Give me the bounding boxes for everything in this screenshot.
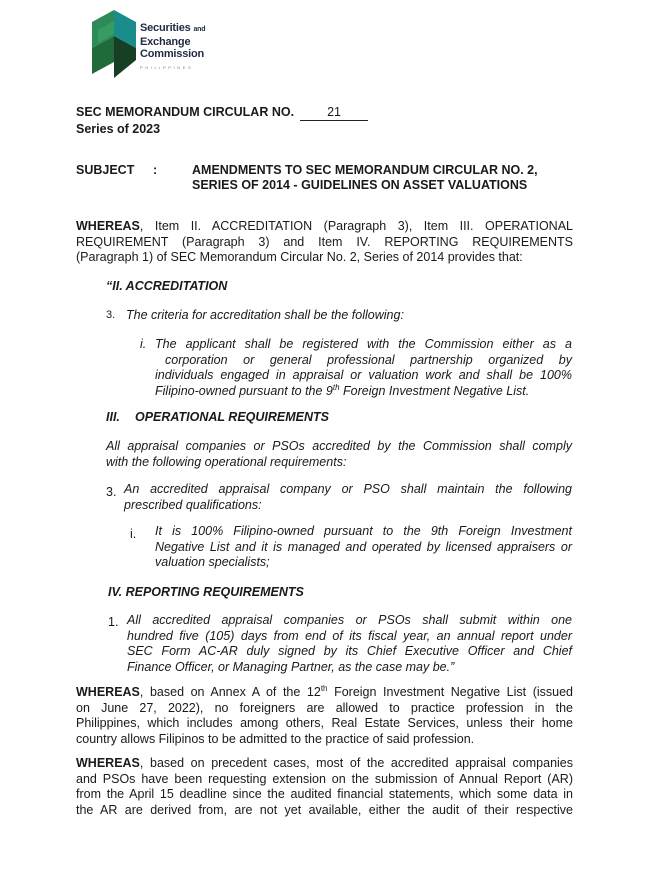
sec-logo [88, 8, 228, 80]
sec2-item-text: The criteria for accreditation shall be the following: [126, 308, 404, 322]
sec2-sub-line-3: individuals engaged in appraisal or valuation work and shall be 100% [155, 368, 572, 382]
whereas3-line-4: the AR are derived from, are not yet available, either the audit of their respective [76, 802, 573, 817]
sec3-sub-line-3: valuation specialists; [155, 555, 270, 569]
sec3-intro-line-1: All appraisal companies or PSOs accredited by the Commission shall comply [106, 439, 572, 453]
sec2-sub-line-2: corporation or general professional partnership organized by [165, 352, 572, 367]
whereas3-line-3: from the April 15 deadline since the audited financial statements, which some data in [76, 787, 573, 801]
circular-header [76, 104, 368, 137]
subject-label: SUBJECT [76, 163, 135, 177]
whereas3-line-1: WHEREAS, based on precedent cases, most of the accredited appraisal companies [76, 756, 573, 770]
sec3-sub-line-2: Negative List and it is managed and operated by licensed appraisers or [155, 539, 572, 554]
sec3-number: III. [106, 410, 120, 424]
whereas-paragraph-3 [76, 756, 573, 818]
whereas-paragraph-2 [76, 685, 573, 747]
circular-series: Series of 2023 [76, 122, 161, 136]
logo-line-1: Securities and [140, 22, 206, 34]
whereas3-line-2: and PSOs have been requesting extension on the submission of Annual Report (AR) [76, 771, 573, 786]
sec3-sub-line-1: It is 100% Filipino-owned pursuant to the 9th Foreign Investment [155, 524, 572, 538]
sec3-sub-marker: i. [130, 527, 137, 541]
sec4-item-text [127, 613, 572, 675]
sec3-item-text [124, 482, 572, 513]
whereas1-line-2: REQUIREMENT (Paragraph 3) and Item IV. REPORTING REQUIREMENTS [76, 234, 573, 249]
subject-line-2: SERIES OF 2014 - GUIDELINES ON ASSET VALUATIONS [192, 178, 528, 192]
sec4-item-line-1: All accredited appraisal companies or PSOs shall submit within one [127, 613, 572, 627]
subject-text [192, 163, 572, 193]
sec3-item-line-2: prescribed qualifications: [124, 497, 262, 512]
whereas-lead: WHEREAS [76, 219, 140, 233]
sec3-intro [106, 439, 572, 470]
sec4-item-line-4: Finance Officer, or Managing Partner, as the case may be.” [127, 659, 455, 674]
logo-line-2: Exchange [140, 36, 191, 48]
sec3-item-line-1: An accredited appraisal company or PSO shall maintain the following [124, 482, 572, 496]
sec2-sub-line-4: Filipino-owned pursuant to the 9th Foreign Investment Negative List. [155, 382, 530, 398]
whereas-paragraph-1 [76, 219, 573, 266]
logo-subtitle: PHILIPPINES [140, 65, 194, 70]
circular-number: 21 [300, 104, 368, 121]
sec2-sub-marker: i. [140, 337, 147, 351]
subject-colon: : [153, 163, 158, 177]
section-reporting-heading: IV. REPORTING REQUIREMENTS [108, 585, 304, 599]
whereas2-line-1: WHEREAS, based on Annex A of the 12th Foreign Investment Negative List (issued [76, 683, 574, 699]
sec2-item-number: 3. [106, 309, 116, 321]
whereas2-line-2: on June 27, 2022), no foreigners are allowed to practice profession in the [76, 700, 573, 715]
sec3-item-number: 3. [106, 485, 117, 499]
section-accreditation-heading: “II. ACCREDITATION [106, 279, 228, 293]
sec2-sub-line-1: The applicant shall be registered with the Commission either as a [155, 337, 572, 351]
logo-line-3: Commission [140, 48, 205, 60]
sec-logo-icon [88, 8, 140, 80]
sec3-intro-line-2: with the following operational requirements: [106, 454, 347, 469]
sec4-item-line-3: SEC Form AC-AR duly signed by its Chief Executive Officer and Chief [127, 644, 572, 658]
whereas1-line-1: , Item II. ACCREDITATION (Paragraph 3), Item III. OPERATIONAL [139, 219, 573, 233]
sec4-item-line-2: hundred five (105) days from end of its fiscal year, an annual report under [127, 628, 572, 643]
sec4-item-number: 1. [108, 615, 119, 629]
sec2-sub-text [155, 337, 572, 399]
subject-line-1: AMENDMENTS TO SEC MEMORANDUM CIRCULAR NO. 2, [192, 163, 538, 177]
whereas1-line-3: (Paragraph 1) of SEC Memorandum Circular No. 2, Series of 2014 provides that: [76, 250, 523, 264]
circular-label: SEC MEMORANDUM CIRCULAR NO. [76, 105, 295, 119]
whereas2-line-3: Philippines, which includes among others, Real Estate Services, unless their home [76, 716, 573, 730]
section-operational-heading: OPERATIONAL REQUIREMENTS [135, 410, 329, 424]
whereas2-line-4: country allows Filipinos to be admitted to the practice of said profession. [76, 731, 475, 746]
sec3-sub-text [155, 524, 572, 571]
